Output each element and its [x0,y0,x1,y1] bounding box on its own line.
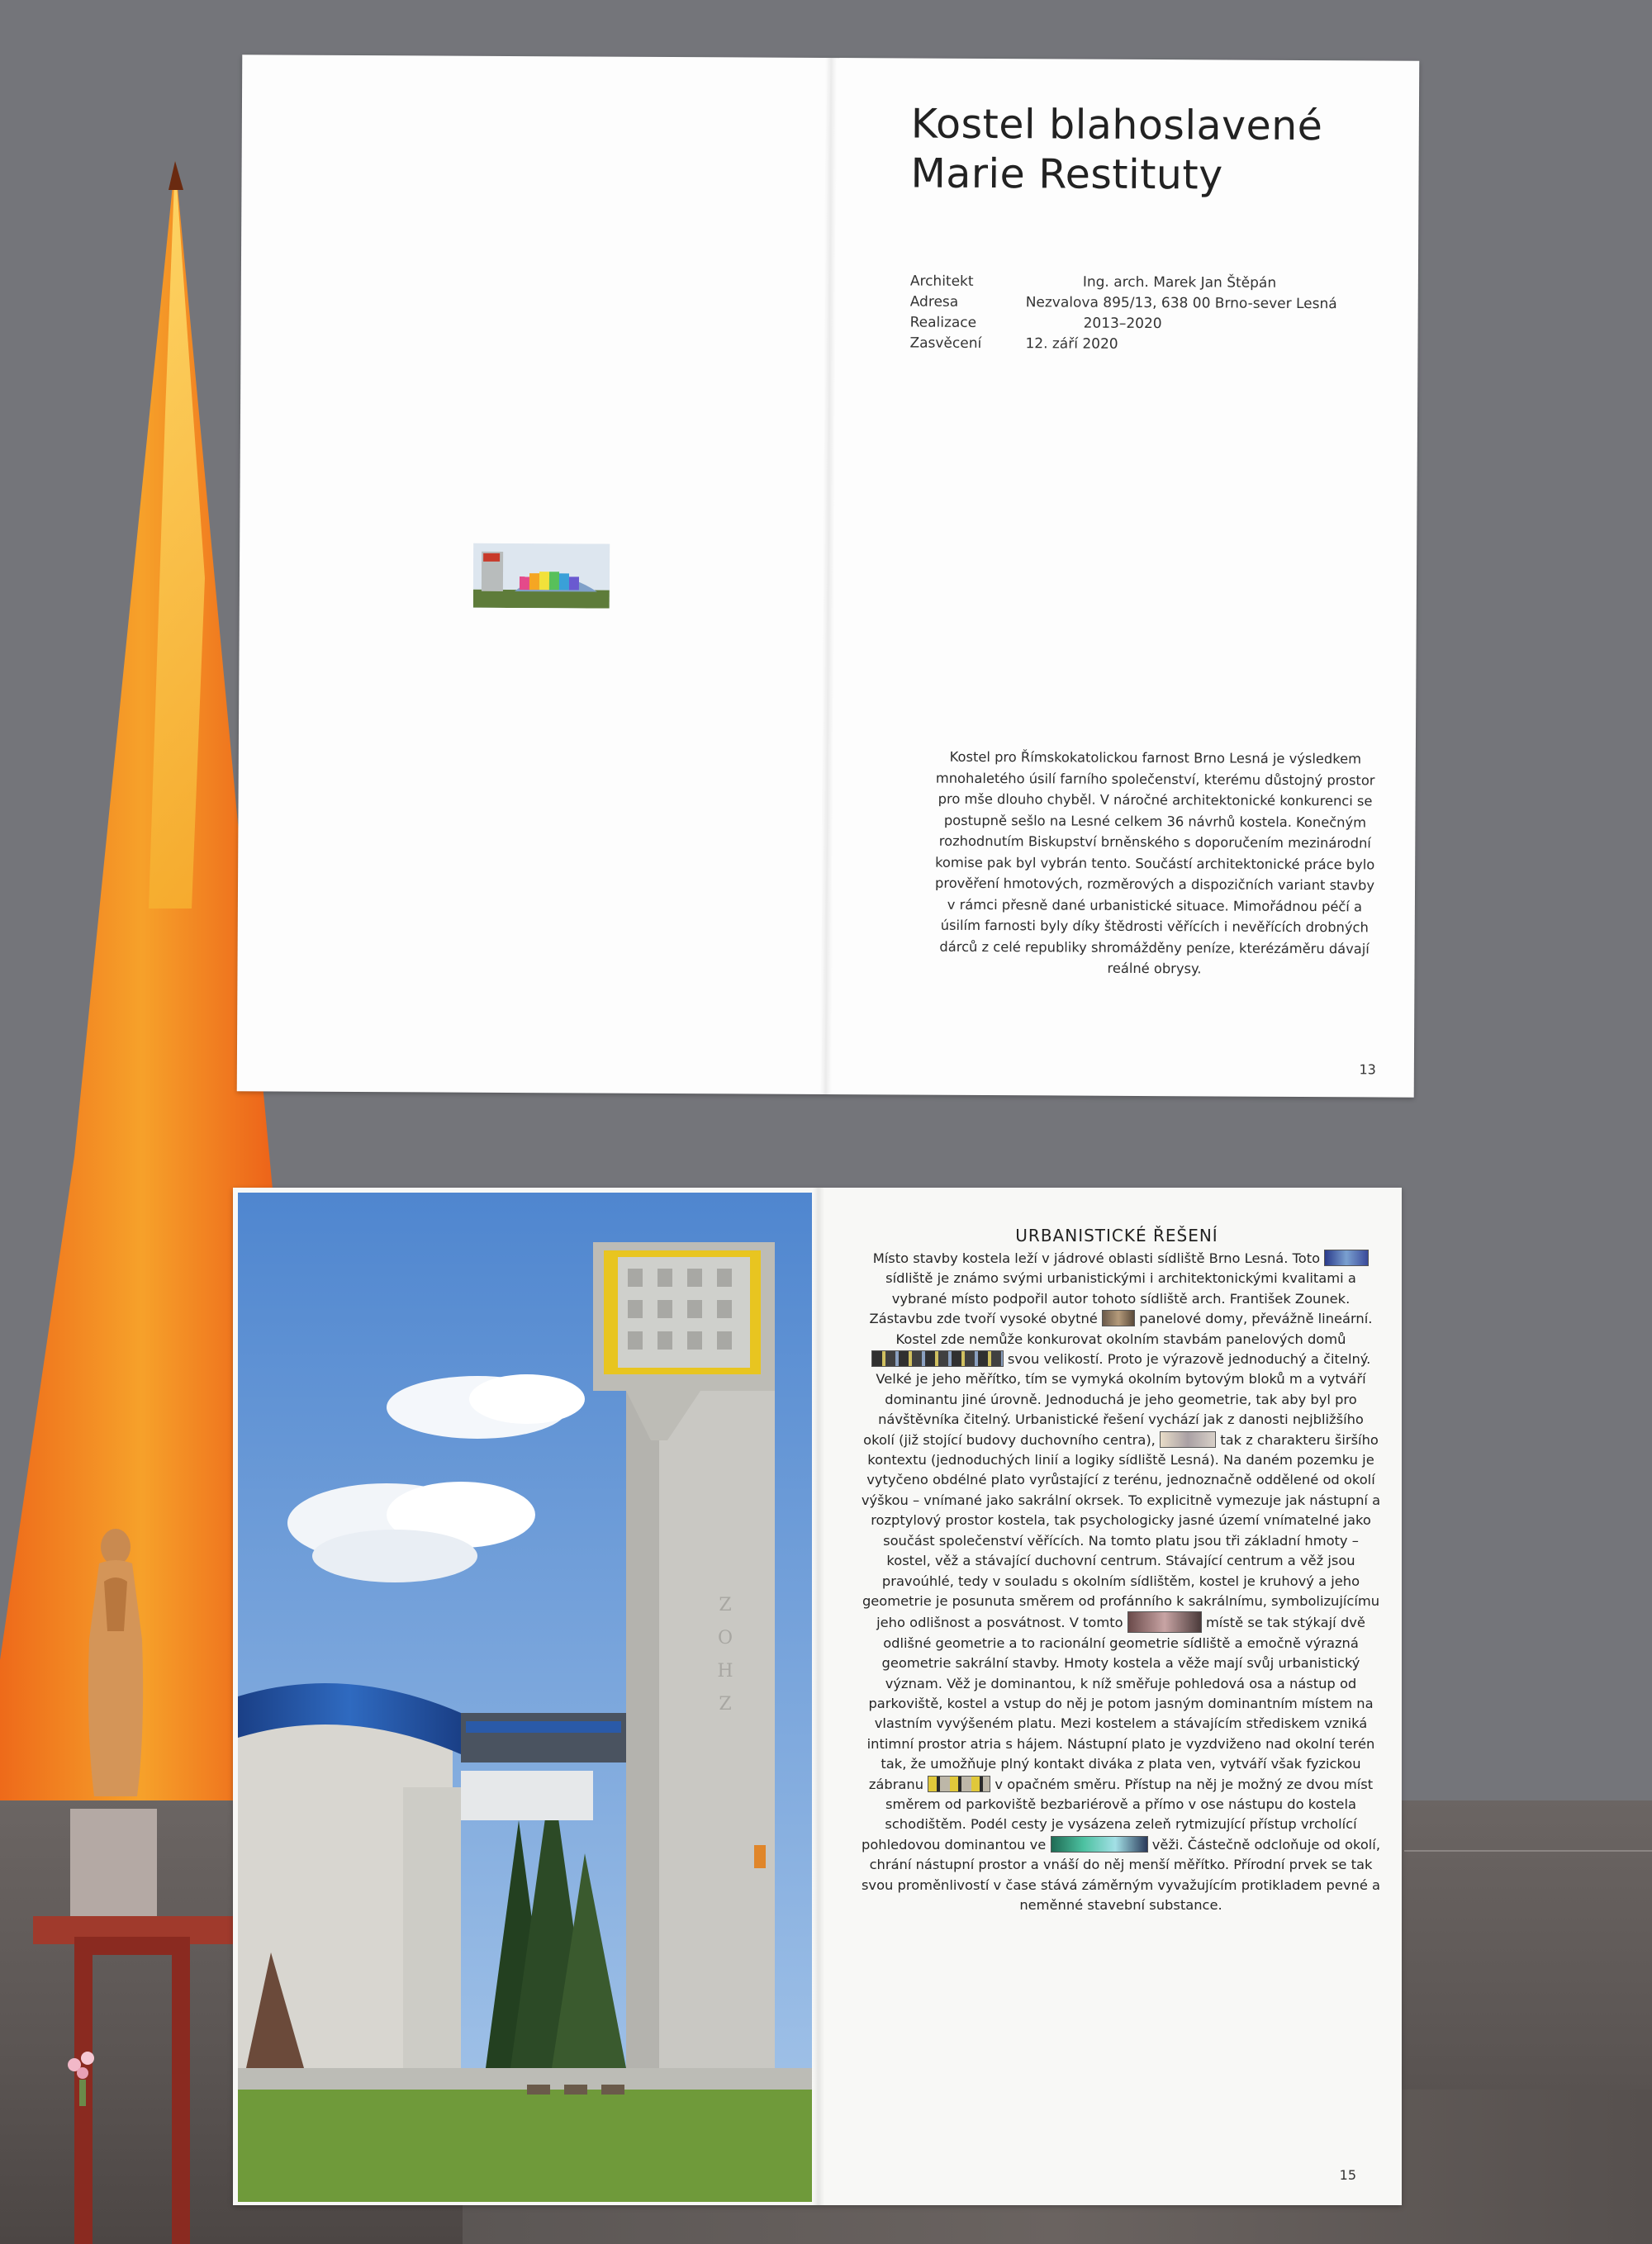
inline-photo-thumbnail [1324,1250,1369,1266]
meta-value: Ing. arch. Marek Jan Štěpán [1082,273,1277,292]
intro-paragraph: Kostel pro Římskokatolickou farnost Brno Lesná je výsledkem mnohaletého úsilí farního společenství, kterému důstojný prostor pro mše dlouho chyběl. V náročné architektonické konkurenci se postupně sešlo na Lesné celkem 36 návrhů kostela. Konečným rozhodnutím Biskupství brněnského s doporučením mezinárodní komise pak byl vybrán tento. Součástí architektonické práce bylo prověření hmotových, rozměrových a dispozičních variant stavby v rámci přesně dané urbanistické situace. Mimořádnou péčí a úsilím farnosti byly díky štědrosti věřících i nevěřících drobných dárců z celé republiky shromážděny peníze, kterézáměru dávají reálné obrysy. [935,748,1375,977]
article-title [910,100,1407,202]
church-tower-photo [238,1193,812,2202]
inline-photo-thumbnail [1160,1431,1216,1448]
flower-vase [58,2040,124,2106]
spire-tip [169,161,183,190]
page-number: 13 [1359,1061,1376,1078]
ceiling-line [1404,1850,1652,1852]
statue-pedestal [70,1809,157,1933]
meta-label: Zasvěcení [909,334,982,352]
building-details [909,272,1337,357]
inline-photo-thumbnail [871,1350,1004,1367]
inline-photo-thumbnail [1051,1836,1148,1853]
title-line-2: Marie Restituty [910,149,1223,199]
meta-label: Realizace [909,314,977,331]
body-fragment: racionální geometrie sídliště a emočně výrazná geometrie sakrální stavby. Hmoty kostela a věže mají svůj urbanistický význam. Věž je dominantou, k níž směřuje pohledová osa a nástup od parkoviště, kostel a vstup do něj je potom jasným dominantním místem na vlastním vyvýšeném platu. Mezi kostelem a stávajícím střediskem vzniká intimní prostor atria s hájem. Nástupní plato je vyzdviženo nad okolní terén tak, že umožňuje plný kontakt diváka z plata ven, vytváří však fyzickou zábranu [866,1634,1375,1792]
body-fragment: tak z charakteru širšího kontextu (jednoduchých linií a logiky sídliště Lesná). Na daném pozemku je vytyčeno obdélné plato vyrůstající z terénu, jednoznačně oddělené od okolí výškou – vnímané jako sakrální okrsek. To explicitně vymezuje jak nástupní a rozptylový prostor kostela, tak psychologicky jasné území vnímatelné jako součást společenství věřících. Na tomto platu jsou tři základní hmoty – kostel, věž a stávající duchovní centrum. Stávající centrum a věž jsou pravoúhlé, tedy v souladu s okolním sídlištěm, kostel je kruhový a jeho geometrie je posunuta směrem od profánního k sakrálnímu, symbolizujícímu jeho odlišnost a posvátnost. V tomto [861,1431,1381,1631]
spread-gutter [820,58,838,1094]
spread-gutter [813,1188,824,2205]
meta-label: Architekt [909,273,974,290]
meta-row-architect [910,272,1337,295]
church-thumbnail-image [473,543,610,609]
inline-photo-thumbnail [928,1776,990,1792]
inline-photo-thumbnail [1127,1611,1202,1633]
body-fragment: místě se tak stýkají dvě odlišné geometrie a to [883,1615,1365,1651]
meta-row-consecration [909,334,1336,357]
meta-label: Adresa [909,293,959,311]
inline-photo-thumbnail [1102,1310,1135,1326]
section-heading: URBANISTICKÉ ŘEŠENÍ [1015,1226,1218,1245]
tower-inscription: ZOH Z [717,1595,733,1715]
body-fragment: věži. Částečně odcloňuje od okolí, chrání nástupní prostor a vnáší do něj menší měřítko. Přírodní prvek se tak svou proměnlivostí v čase stává záměrným vyvažujícím protikladem pevné a neměnné stavební substance. [861,1836,1381,1913]
body-fragment: v opačném směru. Přístup na něj je možný ze dvou míst směrem od parkoviště bezbariérově a přímo v ose nástupu do kostela schodištěm. Podél cesty je vysázena zeleň rytmizující přístup vrcholící pohledovou dominantou ve [861,1776,1374,1853]
meta-row-address [910,292,1337,315]
madonna-statue [66,1524,165,1796]
title-line-1: Kostel blahoslavené [910,100,1323,150]
page-number: 15 [1339,2167,1356,2183]
body-text [861,1249,1381,1915]
body-fragment: sídliště je známo svými urbanistickými i architektonickými kvalitami a vybrané místo podpořil autor tohoto sídliště arch. František Zounek. Zástavbu zde tvoří vysoké obytné [869,1270,1356,1327]
meta-value: Nezvalova 895/13, 638 00 Brno-sever Lesná [1025,294,1337,313]
meta-row-realization [910,313,1337,336]
meta-value: 12. září 2020 [1025,335,1118,353]
body-fragment: svou velikostí. Proto je výrazově jednoduchý a čitelný. Velké je jeho měřítko, tím se vymyká okolním bytovým bloků m a vytváří dominantu jiné úrovně. Jednoduchá je jeho geometrie, tak aby byl pro návštěvníka čitelný. Urbanistické řešení vychází jak z danosti nejbližšího okolí (již stojící budovy duchovního centra), [863,1351,1371,1448]
meta-value: 2013–2020 [1083,315,1162,333]
body-fragment: Místo stavby kostela leží v jádrové oblasti sídliště Brno Lesná. Toto [872,1250,1321,1266]
booklet-spread-pages-12-13 [237,55,1420,1097]
booklet-spread-pages-14-15 [233,1188,1402,2205]
body-fragment: panelové domy, převážně lineární. Kostel zde nemůže konkurovat okolním stavbám panelových domů [895,1311,1373,1347]
